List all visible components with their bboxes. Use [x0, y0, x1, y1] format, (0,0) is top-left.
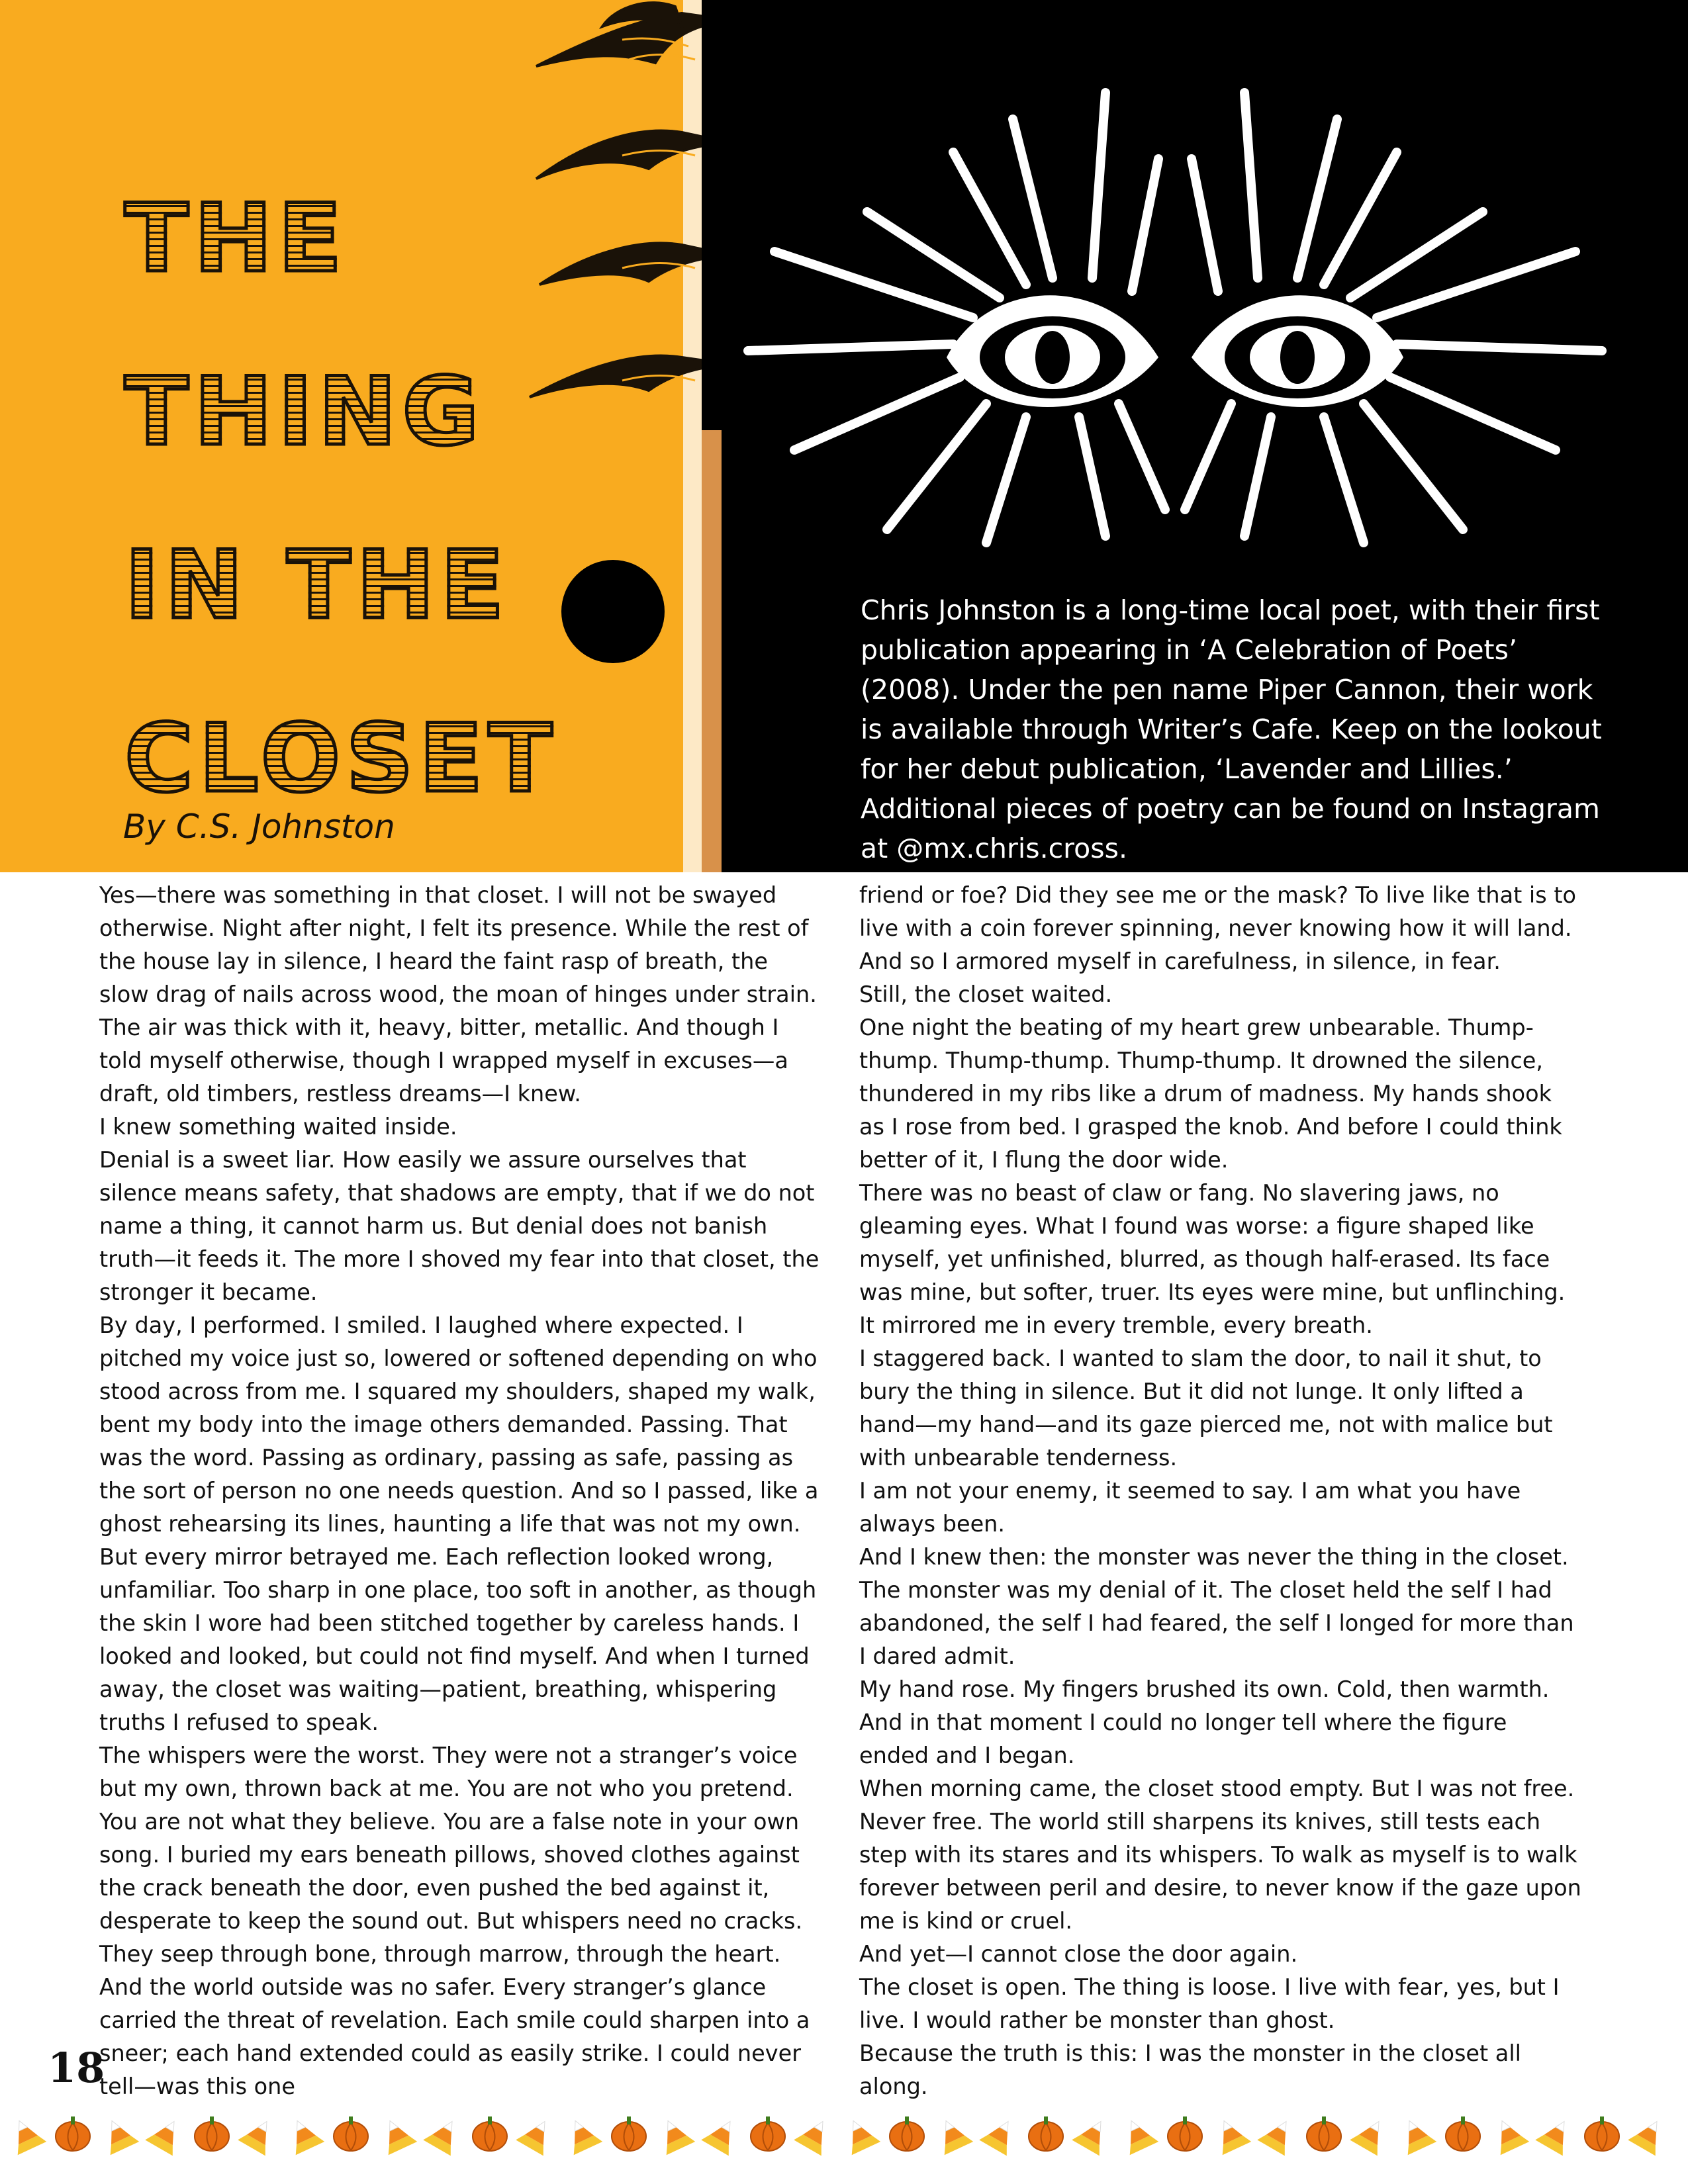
- candy-corn-icon: [1209, 2114, 1251, 2155]
- candy-corn-icon: [1350, 2113, 1393, 2156]
- pumpkin-icon: [1585, 2116, 1619, 2151]
- byline: By C.S. Johnston: [123, 807, 395, 846]
- story-paragraph: I am not your enemy, it seemed to say. I am what you have always been.: [859, 1478, 1521, 1537]
- candy-corn-icon: [1117, 2114, 1158, 2155]
- story-paragraph: By day, I performed. I smiled. I laughed where expected. I pitched my voice just so, lowered or softened depending on who stood across from me. I squared my shoulders, shaped my walk, bent my body into the image others demanded. Passing. That was the word. Passing as ordinary, passing as safe, passing as the sort of person no one needs question. And so I passed, like a ghost rehearsing its lines, haunting a life that was not my own.: [99, 1312, 819, 1537]
- title-line: IN THE: [124, 539, 557, 633]
- candy-corn-icon: [5, 2114, 46, 2155]
- candy-corn-icon: [375, 2114, 417, 2155]
- candy-corn-icon: [653, 2114, 695, 2155]
- candy-corn-icon: [839, 2114, 880, 2155]
- candy-corn-icon: [1487, 2114, 1529, 2155]
- story-paragraph: Denial is a sweet liar. How easily we assure ourselves that silence means safety, that shadows are empty, that if we do not name a thing, it cannot harm us. But denial does not banish truth—it feeds it. The more I shoved my fear into that closet, the stronger it became.: [99, 1147, 820, 1305]
- pumpkin-icon: [1029, 2116, 1063, 2151]
- pumpkin-icon: [473, 2116, 507, 2151]
- candy-corn-icon: [516, 2113, 559, 2156]
- author-bio: [861, 590, 1622, 868]
- story-paragraph: Because the truth is this: I was the monster in the closet all along.: [859, 2040, 1521, 2099]
- candy-border: [0, 2095, 1688, 2168]
- story-paragraph: Yes—there was something in that closet. I will not be swayed otherwise. Night after night, I felt its presence. While the rest of the house lay in silence, I heard the faint rasp of breath, the slow drag of nails across wood, the moan of hinges under strain. The air was thick with it, heavy, bitter, metallic. And though I told myself otherwise, though I wrapped myself in excuses—a draft, old timbers, restless dreams—I knew.: [99, 882, 817, 1107]
- story-paragraph: There was no beast of claw or fang. No slavering jaws, no gleaming eyes. What I found was worse: a figure shaped like myself, yet unfinished, blurred, as though half-erased. Its face was mine, but softer, truer. Its eyes were mine, but unflinching. It mirrored me in every tremble, every breath.: [859, 1180, 1566, 1338]
- title-line: THING: [124, 365, 557, 459]
- candy-corn-icon: [561, 2114, 602, 2155]
- spiky-eyes-illustration: [735, 79, 1615, 556]
- story-paragraph: One night the beating of my heart grew unbearable. Thump-thump. Thump-thump. Thump-thump. It drowned the silence, thundered in my ribs like a drum of madness. My hands shook as I rose from bed. I grasped the knob. And before I could think better of it, I flung the door wide.: [859, 1015, 1562, 1173]
- story-column-right: [859, 879, 1582, 2103]
- pumpkin-icon: [334, 2116, 368, 2151]
- story-paragraph: When morning came, the closet stood empty. But I was not free. Never free. The world still sharpens its knives, still tests each step with its stares and its whispers. To walk as myself is to walk forever between peril and desire, to never know if the gaze upon me is kind or cruel.: [859, 1776, 1581, 1934]
- story-paragraph: And the world outside was no safer. Every stranger’s glance carried the threat of revelation. Each smile could sharpen into a sneer; each hand extended could as easily strike. I could never tell—was this one: [99, 1974, 810, 2099]
- story-paragraph: The whispers were the worst. They were not a stranger’s voice but my own, thrown back at me. You are not who you pretend. You are not what they believe. You are a false note in your own song. I buried my ears beneath pillows, shoved clothes against the crack beneath the door, even pushed the bed against it, desperate to keep the sound out. But whispers need no cracks. They seep through bone, through marrow, through the heart.: [99, 1743, 803, 1967]
- pumpkin-icon: [1168, 2116, 1202, 2151]
- pumpkin-icon: [1446, 2116, 1480, 2151]
- story-paragraph: And I knew then: the monster was never the thing in the closet. The monster was my denial of it. The closet held the self I had abandoned, the self I had feared, the self I longed for more than I dared admit.: [859, 1544, 1574, 1669]
- story-paragraph: My hand rose. My fingers brushed its own. Cold, then warmth. And in that moment I could no longer tell where the figure ended and I began.: [859, 1676, 1550, 1768]
- candy-corn-icon: [97, 2114, 139, 2155]
- story-paragraph: The closet is open. The thing is loose. I live with fear, yes, but I live. I would rather be monster than ghost.: [859, 1974, 1560, 2033]
- story-paragraph: But every mirror betrayed me. Each reflection looked wrong, unfamiliar. Too sharp in one place, too soft in another, as though the skin I wore had been stitched together by careless hands. I looked and looked, but could not find myself. And when I turned away, the closet was waiting—patient, breathing, whispering truths I refused to speak.: [99, 1544, 817, 1735]
- candy-corn-icon: [1628, 2113, 1671, 2156]
- pumpkin-icon: [612, 2116, 646, 2151]
- candy-corn-icon: [1072, 2113, 1115, 2156]
- candy-corn-icon: [1395, 2114, 1436, 2155]
- story-paragraph: Still, the closet waited.: [859, 981, 1113, 1007]
- candy-corn-icon: [701, 2113, 744, 2156]
- candy-corn-icon: [931, 2114, 973, 2155]
- pumpkin-icon: [56, 2116, 90, 2151]
- pumpkin-icon: [195, 2116, 229, 2151]
- article-title: [124, 184, 558, 886]
- story-column-left: [99, 879, 822, 2103]
- pumpkin-icon: [1307, 2116, 1341, 2151]
- candy-corn-icon: [283, 2114, 324, 2155]
- pumpkin-icon: [751, 2116, 785, 2151]
- story-paragraph: I knew something waited inside.: [99, 1114, 457, 1140]
- page-number: 18: [48, 2044, 105, 2092]
- title-line: THE: [124, 192, 557, 286]
- candy-corn-icon: [1257, 2113, 1300, 2156]
- candy-corn-icon: [145, 2113, 188, 2156]
- candy-corn-icon: [423, 2113, 466, 2156]
- pumpkin-icon: [890, 2116, 924, 2151]
- story-paragraph: friend or foe? Did they see me or the mask? To live like that is to live with a coin forever spinning, never knowing how it will land. And so I armored myself in carefulness, in silence, in fear.: [859, 882, 1576, 974]
- candy-corn-icon: [238, 2113, 281, 2156]
- candy-corn-icon: [794, 2113, 837, 2156]
- bio-text: Chris Johnston is a long-time local poet, with their first publication appearing in ‘A Celebration of Poets’ (2008). Under the pen name Piper Cannon, their work is available through Writer’s Cafe. Keep on the lookout for her debut publication, ‘Lavender and Lillies.’ Additional pieces of poetry can be found on Instagram at @mx.chris.cross.: [861, 594, 1602, 864]
- candy-corn-icon: [979, 2113, 1022, 2156]
- story-paragraph: And yet—I cannot close the door again.: [859, 1941, 1298, 1967]
- title-line: CLOSET: [124, 704, 558, 813]
- candy-corn-icon: [1535, 2113, 1578, 2156]
- article-header: [0, 0, 1688, 872]
- story-paragraph: I staggered back. I wanted to slam the door, to nail it shut, to bury the thing in silence. But it did not lunge. It only lifted a hand—my hand—and its gaze pierced me, not with malice but with unbearable tenderness.: [859, 1345, 1553, 1471]
- decorative-dot: [561, 560, 665, 663]
